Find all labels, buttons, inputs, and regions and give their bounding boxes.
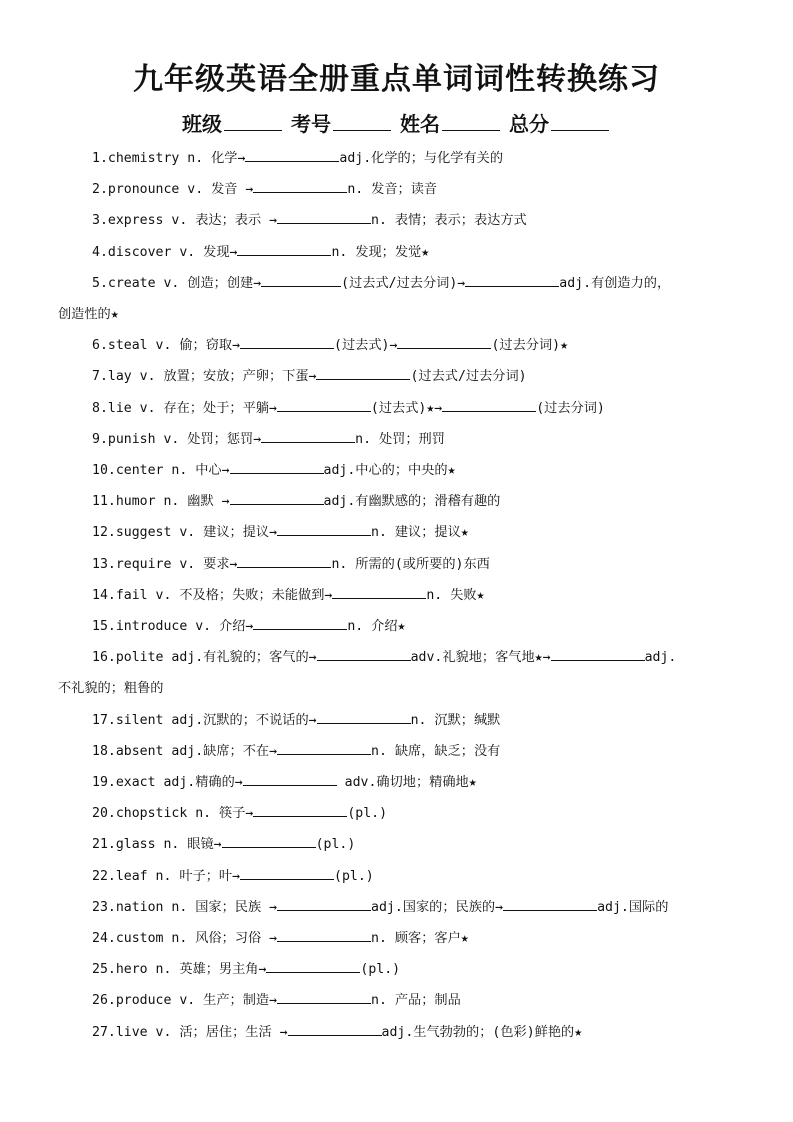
item-number: 7. (92, 369, 108, 385)
answer-blank[interactable] (230, 490, 324, 505)
item-text: (过去分词) (536, 400, 605, 416)
answer-blank[interactable] (397, 334, 491, 349)
item-text: nation n. 国家；民族 → (115, 899, 278, 915)
exercise-line (58, 182, 437, 197)
exercise-item (58, 424, 738, 455)
item-text: lay v. 放置；安放；产卵；下蛋→ (107, 369, 317, 385)
item-text: (过去分词)★ (491, 338, 569, 354)
item-number: 11. (92, 494, 116, 510)
exercise-item (58, 486, 738, 517)
item-number: 25. (92, 962, 116, 978)
exercise-item (58, 580, 738, 611)
item-text: pronounce v. 发音 → (107, 182, 254, 198)
answer-blank[interactable] (230, 459, 324, 474)
name-blank[interactable] (442, 108, 500, 131)
item-text: chopstick n. 筷子→ (115, 806, 254, 822)
item-text: punish v. 处罚；惩罚→ (107, 431, 262, 447)
item-number: 15. (92, 619, 116, 635)
exercise-line (58, 744, 500, 759)
exercise-line (58, 993, 461, 1008)
item-text: adj.生气勃勃的；(色彩)鲜艳的★ (381, 1024, 583, 1040)
item-text: (过去式/过去分词)→ (341, 275, 466, 291)
exercise-item (58, 642, 738, 704)
item-text: n. 发现；发觉★ (331, 244, 430, 260)
exercise-item (58, 767, 738, 798)
item-number: 23. (92, 899, 116, 915)
answer-blank[interactable] (240, 865, 334, 880)
item-text: n. 产品；制品 (371, 993, 461, 1009)
item-text: chemistry n. 化学→ (107, 151, 246, 166)
exercise-line (58, 962, 400, 977)
item-text: n. 所需的(或所要的)东西 (331, 556, 490, 572)
item-number: 17. (92, 712, 116, 728)
exercise-item (58, 174, 738, 205)
answer-blank[interactable] (266, 958, 360, 973)
item-number: 16. (92, 650, 116, 666)
answer-blank[interactable] (277, 521, 371, 536)
exercise-line (58, 931, 469, 946)
answer-blank[interactable] (277, 989, 371, 1004)
item-text: suggest v. 建议；提议→ (115, 525, 278, 541)
answer-blank[interactable] (317, 709, 411, 724)
item-text: n. 顾客；客户★ (371, 931, 469, 947)
exercise-list (58, 143, 738, 1048)
exercise-line (58, 151, 503, 166)
answer-blank[interactable] (316, 365, 410, 380)
item-text: express v. 表达；表示 → (107, 213, 278, 229)
item-text: humor n. 幽默 → (115, 494, 230, 510)
item-text: discover v. 发现→ (107, 244, 238, 260)
exercise-item (58, 611, 738, 642)
item-number: 21. (92, 837, 116, 853)
item-text: (pl.) (347, 806, 388, 822)
item-text: adv.确切地；精确地★ (336, 775, 477, 791)
answer-blank[interactable] (277, 397, 371, 412)
item-text: absent adj.缺席；不在→ (115, 743, 278, 759)
item-text: adj.化学的；与化学有关的 (339, 151, 504, 166)
item-number: 10. (92, 463, 116, 479)
item-number: 4. (92, 244, 108, 260)
answer-blank[interactable] (261, 428, 355, 443)
answer-blank[interactable] (253, 615, 347, 630)
exercise-line (58, 837, 355, 852)
exercise-item (58, 330, 738, 361)
item-text: adj. (644, 650, 677, 666)
item-text: adj.中心的；中央的★ (323, 463, 456, 479)
item-text: n. 失败★ (426, 587, 485, 603)
item-text: require v. 要求→ (115, 556, 238, 572)
exercise-item (58, 205, 738, 236)
answer-blank[interactable] (277, 927, 371, 942)
score-blank[interactable] (551, 108, 609, 131)
answer-blank[interactable] (245, 147, 339, 162)
exercise-line (58, 1025, 582, 1040)
exercise-item (58, 237, 738, 268)
item-number: 3. (92, 213, 108, 229)
item-text: exact adj.精确的→ (115, 775, 243, 791)
item-text: adj.有幽默感的；滑稽有趣的 (323, 494, 501, 510)
exercise-line (58, 713, 500, 728)
answer-blank[interactable] (237, 553, 331, 568)
exercise-line (58, 775, 477, 790)
item-continuation: 不礼貌的；粗鲁的 (58, 681, 164, 697)
exercise-item (58, 549, 738, 580)
item-text: fail v. 不及格；失败；未能做到→ (115, 587, 333, 603)
exercise-line (58, 869, 374, 884)
exercise-line (58, 369, 527, 384)
exercise-line (58, 650, 676, 665)
exercise-item (58, 268, 738, 330)
exercise-item (58, 705, 738, 736)
item-continuation: 创造性的★ (58, 307, 119, 323)
exercise-item (58, 455, 738, 486)
answer-blank[interactable] (261, 272, 341, 287)
item-text: n. 发音；读音 (347, 182, 438, 198)
item-text: create v. 创造；创建→ (107, 275, 262, 291)
exercise-item (58, 985, 738, 1016)
item-number: 9. (92, 431, 108, 447)
exercise-item (58, 892, 738, 923)
exercise-line (58, 401, 605, 416)
exercise-item (58, 954, 738, 985)
exercise-line (58, 557, 490, 572)
answer-blank[interactable] (222, 833, 316, 848)
item-number: 12. (92, 525, 116, 541)
exercise-item (58, 393, 738, 424)
exercise-line (58, 806, 387, 821)
item-text: leaf n. 叶子；叶→ (115, 868, 241, 884)
name-label: 姓名 (399, 112, 440, 136)
class-label: 班级 (182, 112, 223, 136)
exercise-item (58, 736, 738, 767)
exercise-item (58, 143, 738, 174)
item-text: custom n. 风俗；习俗 → (115, 931, 278, 947)
answer-blank[interactable] (442, 397, 536, 412)
exercise-item (58, 798, 738, 829)
answer-blank[interactable] (240, 334, 334, 349)
exercise-line (58, 432, 445, 447)
answer-blank[interactable] (465, 272, 559, 287)
exercise-line (58, 494, 500, 509)
exercise-line (58, 900, 668, 915)
item-text: adj.国际的 (597, 899, 669, 915)
exam-no-label: 考号 (291, 112, 332, 136)
exercise-item (58, 861, 738, 892)
exercise-item (58, 517, 738, 548)
item-text: (pl.) (334, 868, 374, 884)
answer-blank[interactable] (243, 771, 337, 786)
answer-blank[interactable] (551, 646, 645, 661)
item-text: n. 建议；提议★ (371, 525, 469, 541)
item-text: adv.礼貌地；客气地★→ (410, 650, 551, 666)
item-number: 24. (92, 931, 116, 947)
exercise-line (58, 245, 429, 260)
exercise-line (58, 588, 485, 603)
item-text: n. 表情；表示；表达方式 (371, 213, 527, 229)
item-text: silent adj.沉默的；不说话的→ (115, 712, 317, 728)
item-number: 18. (92, 743, 116, 759)
item-number: 22. (92, 868, 116, 884)
exam-no-blank[interactable] (333, 108, 391, 131)
exercise-item (58, 829, 738, 860)
answer-blank[interactable] (237, 241, 331, 256)
item-text: produce v. 生产；制造→ (115, 993, 278, 1009)
class-blank[interactable] (224, 108, 282, 131)
item-text: lie v. 存在；处于；平躺→ (107, 400, 277, 416)
item-number: 27. (92, 1024, 116, 1040)
item-text: hero n. 英雄；男主角→ (115, 962, 267, 978)
item-number: 13. (92, 556, 116, 572)
answer-blank[interactable] (253, 802, 347, 817)
exercise-line (58, 338, 568, 353)
item-text: (pl.) (315, 837, 356, 853)
item-number: 5. (92, 275, 108, 291)
item-text: n. 处罚；刑罚 (355, 431, 445, 447)
item-text: live v. 活；居住；生活 → (115, 1024, 288, 1040)
exercise-line (58, 276, 670, 291)
exercise-line (58, 525, 469, 540)
answer-blank[interactable] (288, 1021, 382, 1036)
item-number: 20. (92, 806, 116, 822)
item-number: 26. (92, 993, 116, 1009)
answer-blank[interactable] (503, 896, 597, 911)
item-number: 14. (92, 587, 116, 603)
answer-blank[interactable] (317, 646, 411, 661)
item-number: 6. (92, 338, 108, 354)
answer-blank[interactable] (253, 178, 347, 193)
item-text: (过去式)→ (334, 338, 398, 354)
worksheet-title: 九年级英语全册重点单词词性转换练习 (133, 62, 660, 97)
item-text: glass n. 眼镜→ (115, 837, 222, 853)
answer-blank[interactable] (277, 896, 371, 911)
exercise-line (58, 619, 406, 634)
item-text: n. 缺席，缺乏；没有 (371, 743, 501, 759)
item-text: (过去式)★→ (370, 400, 443, 416)
answer-blank[interactable] (277, 740, 371, 755)
exercise-line (58, 463, 456, 478)
exercise-item (58, 923, 738, 954)
answer-blank[interactable] (277, 209, 371, 224)
exercise-item (58, 1017, 738, 1048)
item-text: n. 沉默；缄默 (410, 712, 501, 728)
item-text: n. 介绍★ (347, 619, 406, 635)
item-text: steal v. 偷；窃取→ (107, 338, 241, 354)
item-text: introduce v. 介绍→ (115, 619, 254, 635)
item-text: adj.有创造力的， (559, 275, 671, 291)
item-number: 19. (92, 775, 116, 791)
item-text: adj.国家的；民族的→ (371, 899, 504, 915)
score-label: 总分 (508, 112, 549, 136)
item-text: (过去式/过去分词) (410, 369, 527, 385)
student-info-line (0, 108, 793, 139)
item-number: 1. (92, 151, 108, 166)
item-text: center n. 中心→ (115, 463, 230, 479)
answer-blank[interactable] (332, 584, 426, 599)
item-number: 8. (92, 400, 108, 416)
exercise-line (58, 213, 527, 228)
exercise-item (58, 361, 738, 392)
item-text: (pl.) (360, 962, 401, 978)
item-number: 2. (92, 182, 108, 198)
item-text: polite adj.有礼貌的；客气的→ (115, 650, 317, 666)
